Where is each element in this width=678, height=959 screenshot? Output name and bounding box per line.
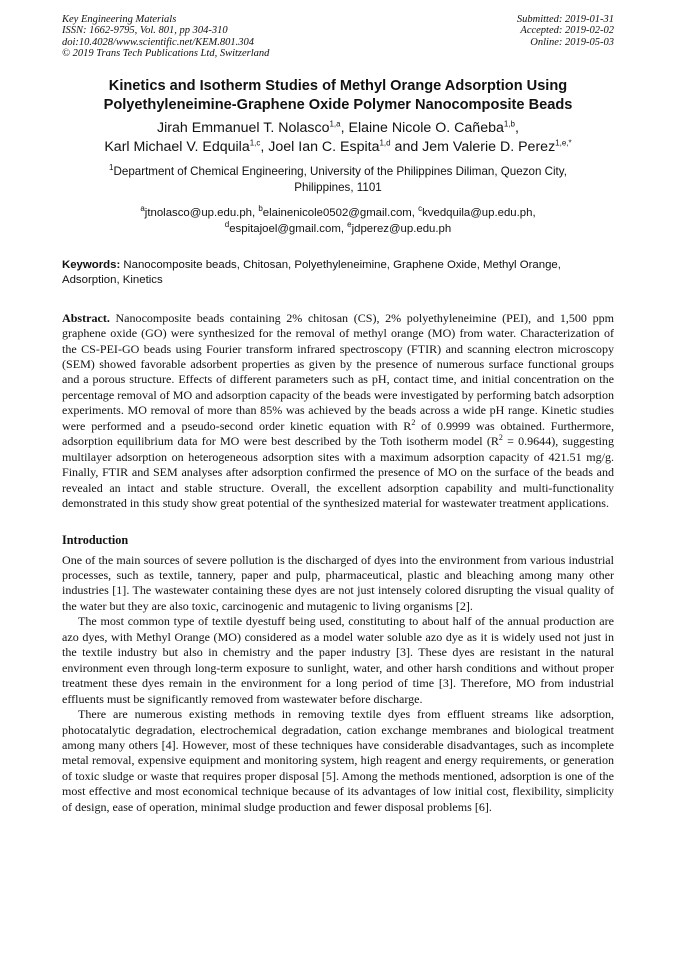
affiliation bbox=[62, 164, 614, 196]
author-affiliation-mark: 1,d bbox=[379, 138, 391, 148]
author-name: Elaine Nicole O. Cañeba bbox=[348, 119, 504, 136]
section-heading-introduction: Introduction bbox=[62, 532, 129, 547]
email-separator: , bbox=[252, 206, 259, 219]
email-address[interactable]: jdperez@up.edu.ph bbox=[351, 222, 452, 235]
journal-issn: ISSN: 1662-9795, Vol. 801, pp 304-310 bbox=[62, 25, 228, 37]
author-name: Karl Michael V. Edquila bbox=[104, 139, 250, 156]
journal-info bbox=[62, 14, 269, 60]
email-mark: b bbox=[258, 203, 263, 213]
introduction-paragraph: One of the main sources of severe pollution is the discharged of dyes into the environment from various industrial processes, such as textile, tannery, paper and pulp, pharmaceutical, plastic and bleaching among many other industries [1]. The wastewater containing these dyes are not just intensely colored disrupting the visual quality of the water but they are also toxic, carcinogenic and mutagenic to living organisms [2]. bbox=[62, 552, 614, 613]
email-separator: , bbox=[532, 206, 536, 219]
email-mark: e bbox=[347, 219, 352, 229]
email-separator: , bbox=[340, 222, 348, 235]
abstract-text-3: = 0.9644), suggesting multilayer adsorption on heterogeneous adsorption sites with a maximum adsorption capacity of 421.51 mg/g. Finally, FTIR and SEM analyses after adsorption confirmed the presence of MO on the surface of the beads and revealed an intact and stable structure. Overall, the excellent adsorption capability and multi-functionality demonstrated in this study show great potential of the synthesized material for wastewater treatment applications. bbox=[62, 434, 614, 511]
author-separator: , bbox=[340, 119, 349, 136]
author-separator: , bbox=[515, 119, 519, 136]
author-separator: and bbox=[390, 139, 423, 156]
email-mark: a bbox=[140, 203, 145, 213]
affiliation-text: Department of Chemical Engineering, University of the Philippines Diliman, Quezon City, Philippines, 1101 bbox=[113, 164, 567, 194]
abstract-text-1: Nanocomposite beads containing 2% chitosan (CS), 2% polyethyleneimine (PEI), and 1,500 ppm graphene oxide (GO) were synthesized for the removal of methyl orange (MO) from water. Characterization of the CS-PEI-GO beads using Fourier transform infrared spectroscopy (FTIR) and scanning electron microscopy (SEM) showed favorable adsorbent properties as given by the presence of numerous surface functional groups and a porous structure. Effects of different parameters such as pH, contact time, and initial concentration on the percentage removal of MO and adsorption capacity of the beads were investigated by performing batch adsorption experiments. MO removal of more than 85% was achieved by the beads across a wide pH range. Kinetic studies were performed and a pseudo-second order kinetic equation with R bbox=[62, 310, 614, 433]
author-line-1 bbox=[62, 119, 614, 139]
affiliation-mark: 1 bbox=[109, 162, 114, 172]
author-line-2 bbox=[62, 138, 614, 158]
author-name: Joel Ian C. Espita bbox=[268, 139, 380, 156]
abstract-text-2: of 0.9999 was obtained. Furthermore, adsorption equilibrium data for MO were best described by the Toth isotherm model (R bbox=[62, 418, 614, 449]
paper-title bbox=[62, 77, 614, 115]
paper-page bbox=[62, 14, 614, 815]
email-address[interactable]: espitajoel@gmail.com bbox=[229, 222, 341, 235]
accepted-date: Accepted: 2019-02-02 bbox=[520, 25, 614, 37]
email-separator: , bbox=[411, 206, 419, 219]
author-separator: , bbox=[260, 139, 269, 156]
email-address[interactable]: kvedquila@up.edu.ph bbox=[422, 206, 533, 219]
submission-dates bbox=[517, 14, 614, 60]
journal-name: Key Engineering Materials bbox=[62, 14, 177, 25]
author-affiliation-mark: 1,b bbox=[503, 118, 515, 128]
submitted-date: Submitted: 2019-01-31 bbox=[516, 14, 614, 25]
author-list bbox=[62, 119, 614, 158]
abstract-label: Abstract. bbox=[62, 310, 110, 325]
journal-header bbox=[62, 14, 614, 60]
keywords-text: Nanocomposite beads, Chitosan, Polyethyleneimine, Graphene Oxide, Methyl Orange, Adsorption, Kinetics bbox=[62, 258, 561, 287]
journal-doi: doi:10.4028/www.scientific.net/KEM.801.304 bbox=[62, 36, 254, 48]
email-address[interactable]: elainenicole0502@gmail.com bbox=[262, 206, 412, 219]
introduction-paragraph: The most common type of textile dyestuff being used, constituting to about half of the annual production are azo dyes, with Methyl Orange (MO) considered as a model water soluble azo dye as it is widely used not just in the textile industry but also in chemistry and the paper industry [3]. These dyes are resistant in the natural environment even through long-term exposure to sunlight, water, and other harsh conditions and without proper treatment these dyes remain in the environment for a long period of time [3]. Therefore, MO from industrial effluents must be significantly removed from wastewater before discharge. bbox=[62, 614, 614, 706]
keywords bbox=[62, 258, 614, 289]
email-mark: c bbox=[418, 203, 423, 213]
keywords-label: Keywords: bbox=[62, 258, 121, 271]
title-line-1: Kinetics and Isotherm Studies of Methyl Orange Adsorption Using bbox=[108, 77, 568, 94]
abstract-superscript: 2 bbox=[498, 433, 503, 443]
journal-copyright: © 2019 Trans Tech Publications Ltd, Switzerland bbox=[62, 48, 270, 60]
author-name: Jirah Emmanuel T. Nolasco bbox=[157, 119, 330, 136]
email-address[interactable]: jtnolasco@up.edu.ph bbox=[144, 206, 252, 219]
online-date: Online: 2019-05-03 bbox=[530, 36, 614, 48]
abstract bbox=[62, 311, 614, 512]
abstract-superscript: 2 bbox=[411, 417, 416, 427]
author-name: Jem Valerie D. Perez bbox=[422, 139, 556, 156]
email-mark: d bbox=[224, 219, 230, 229]
email-list bbox=[62, 205, 614, 237]
title-line-2: Polyethyleneimine-Graphene Oxide Polymer Nanocomposite Beads bbox=[103, 96, 573, 113]
author-affiliation-mark: 1,c bbox=[249, 138, 261, 148]
author-affiliation-mark: 1,a bbox=[329, 118, 341, 128]
author-affiliation-mark: 1,e,* bbox=[555, 138, 572, 148]
introduction-paragraph: There are numerous existing methods in removing textile dyes from effluent streams like adsorption, photocatalytic degradation, electrochemical degradation, cation exchange membranes and biological treatment among many others [4]. However, most of these techniques have considerable disadvantages, such as incomplete metal removal, expensive equipment and monitoring system, high reagent and energy requirements, or generation of toxic sludge or waste that requires proper disposal [5]. Among the methods mentioned, adsorption is one of the most effective and most economical technique because of its advantages of low initial cost, flexibility, simplicity of design, ease of operation, minimal sludge production and fewer disposal problems [6]. bbox=[62, 707, 614, 814]
